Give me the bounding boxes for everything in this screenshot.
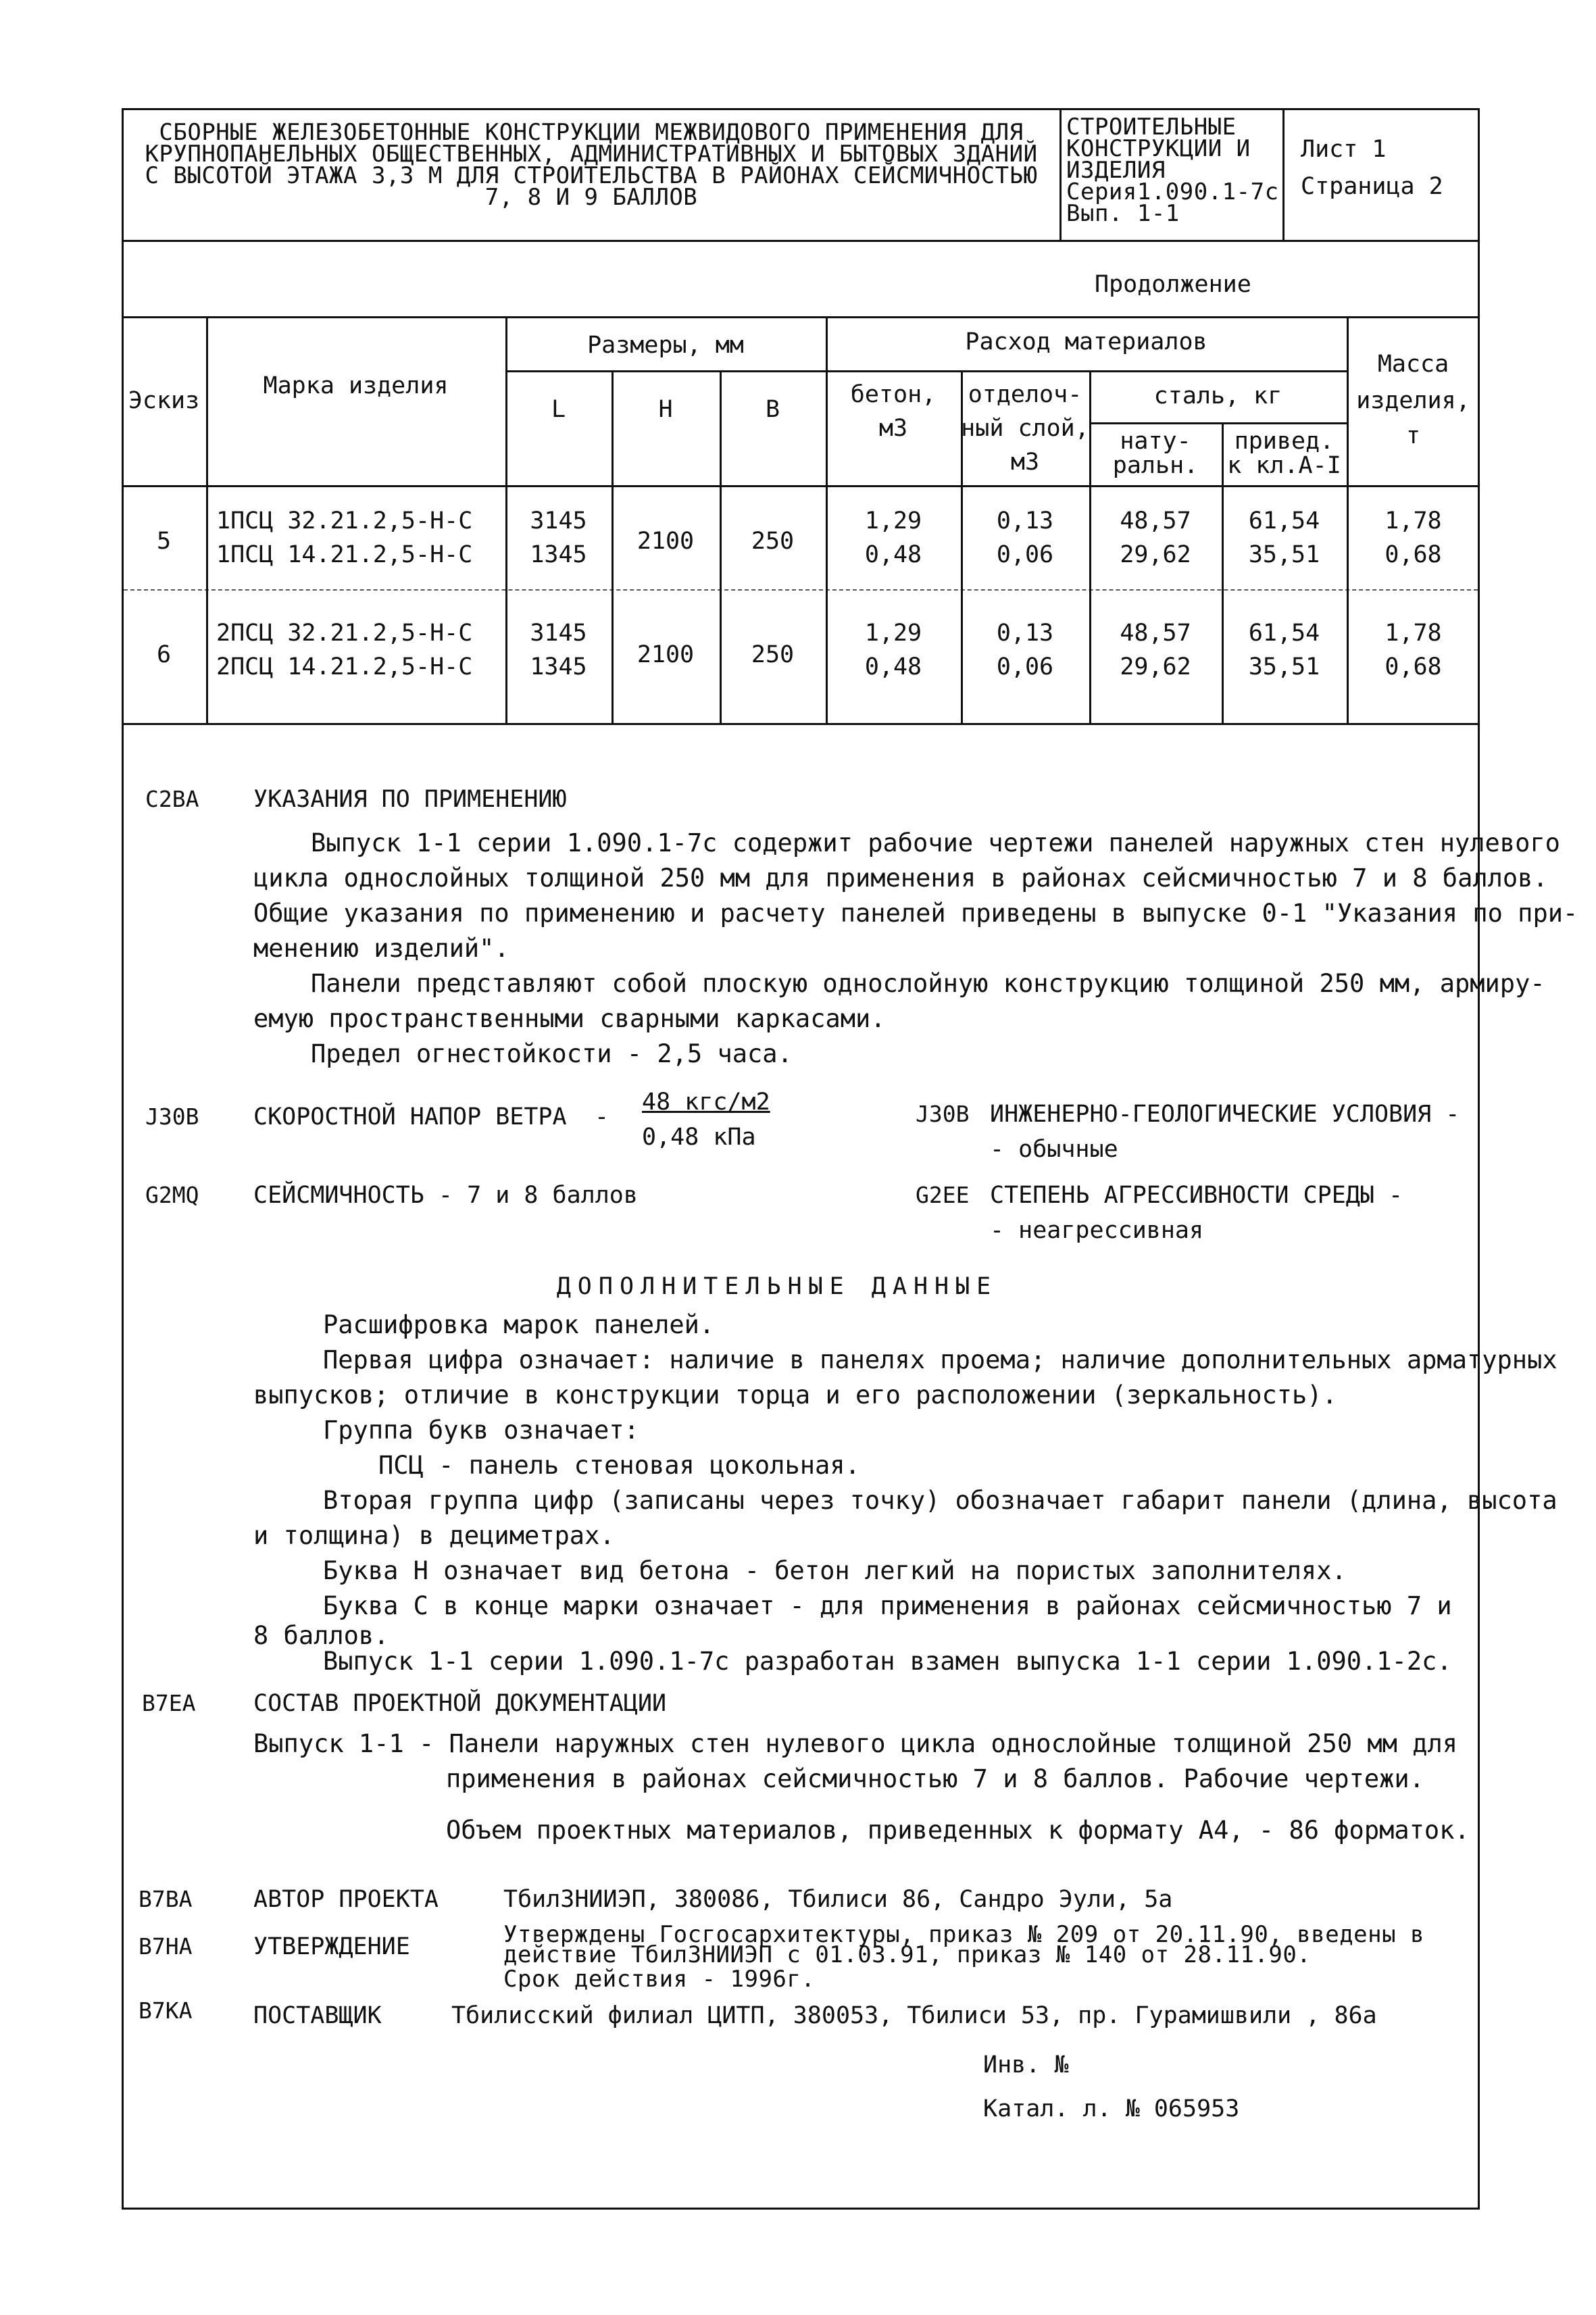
additional-line-7: и толщина) в дециметрах. — [253, 1521, 615, 1550]
additional-line-2: Первая цифра означает: наличие в панелях проема; наличие дополнительных арматурных — [323, 1345, 1557, 1374]
row-concrete: 0,48 — [864, 541, 922, 568]
table-header-mass-1: Масса — [1377, 351, 1449, 378]
geology-value: - обычные — [990, 1136, 1118, 1163]
composition-issue: Выпуск 1-1 — [253, 1729, 404, 1758]
row-L: 3145 — [530, 620, 587, 647]
row-H: 2100 — [637, 641, 695, 668]
composition-code: B7EA — [142, 1690, 196, 1716]
approval-line-2: действие ТбилЗНИИЭП с 01.03.91, приказ № 140 от 28.11.90. — [503, 1941, 1312, 1968]
composition-volume: Объем проектных материалов, приведенных к формату А4, - 86 форматок. — [446, 1816, 1470, 1845]
header-divider-1 — [1059, 108, 1062, 240]
row-mass: 0,68 — [1385, 653, 1442, 680]
table-header-materials: Расход материалов — [965, 328, 1207, 355]
geology-label: ИНЖЕНЕРНО-ГЕОЛОГИЧЕСКИЕ УСЛОВИЯ - — [990, 1101, 1460, 1128]
series-line-2: КОНСТРУКЦИИ И — [1066, 135, 1251, 162]
table-header-mass-2: изделия, — [1356, 387, 1470, 414]
additional-line-3: выпусков; отличие в конструкции торца и его расположении (зеркальность). — [253, 1380, 1337, 1410]
table-header-H: H — [658, 396, 673, 423]
table-header-mark: Марка изделия — [263, 372, 449, 399]
header-title-line-4: 7, 8 И 9 БАЛЛОВ — [484, 184, 698, 211]
table-header-reduced-1: привед. — [1234, 428, 1335, 455]
wind-value-kgs: 48 кгс/м2 — [642, 1089, 770, 1116]
additional-line-1: Расшифровка марок панелей. — [323, 1310, 715, 1339]
table-header-natural-2: ральн. — [1112, 452, 1199, 479]
table-subheader-rule — [505, 370, 1347, 372]
wind-label: СКОРОСТНОЙ НАПОР ВЕТРА — [253, 1103, 567, 1130]
header-title-line-3: С ВЫСОТОЙ ЭТАЖА 3,3 М ДЛЯ СТРОИТЕЛЬСТВА В РАЙОНАХ СЕЙСМИЧНОСТЬЮ — [145, 162, 1038, 189]
row-concrete: 1,29 — [864, 620, 922, 647]
composition-title: СОСТАВ ПРОЕКТНОЙ ДОКУМЕНТАЦИИ — [253, 1690, 667, 1717]
additional-line-4: Группа букв означает: — [323, 1416, 639, 1445]
row-finish: 0,06 — [996, 541, 1054, 568]
row-reduced: 61,54 — [1248, 620, 1320, 647]
application-line-6: емую пространственными сварными каркасами. — [253, 1004, 886, 1033]
table-header-finish-2: ный слой, — [961, 415, 1089, 442]
catalog-number: Катал. л. № 065953 — [983, 2095, 1240, 2122]
header-bottom-rule — [122, 240, 1480, 242]
table-header-finish-1: отделоч- — [968, 381, 1082, 408]
row-mark: 2ПСЦ 32.21.2,5-Н-С — [216, 620, 473, 647]
author-code: B7BA — [139, 1886, 193, 1912]
row-reduced: 61,54 — [1248, 507, 1320, 534]
aggressive-value: - неагрессивная — [990, 1217, 1204, 1244]
wind-value-kpa: 0,48 кПа — [642, 1124, 756, 1151]
author-value: ТбилЗНИИЭП, 380086, Тбилиси 86, Сандро Эули, 5а — [503, 1886, 1173, 1913]
row-L: 1345 — [530, 653, 587, 680]
row-B: 250 — [751, 641, 795, 668]
header-divider-2 — [1282, 108, 1285, 240]
row-mark: 1ПСЦ 32.21.2,5-Н-С — [216, 507, 473, 534]
row-finish: 0,13 — [996, 507, 1054, 534]
seismic-code: G2MQ — [145, 1182, 199, 1208]
continuation-label: Продолжение — [1095, 271, 1251, 298]
additional-line-6: Вторая группа цифр (записаны через точку) обозначает габарит панели (длина, высота — [323, 1486, 1557, 1515]
row-finish: 0,06 — [996, 653, 1054, 680]
row-concrete: 0,48 — [864, 653, 922, 680]
row-natural: 48,57 — [1120, 620, 1191, 647]
wind-code: J30B — [145, 1103, 199, 1130]
additional-line-8: Буква Н означает вид бетона - бетон легкий на пористых заполнителях. — [323, 1556, 1347, 1585]
row-natural: 48,57 — [1120, 507, 1191, 534]
table-bottom-rule — [122, 723, 1480, 725]
row-natural: 29,62 — [1120, 541, 1191, 568]
page-number: Страница 2 — [1301, 173, 1443, 200]
supplier-value: Тбилисский филиал ЦИТП, 380053, Тбилиси 53, пр. Гурамишвили , 86а — [451, 2002, 1377, 2029]
application-code: C2BA — [145, 786, 199, 812]
row-mark: 2ПСЦ 14.21.2,5-Н-С — [216, 653, 473, 680]
row-eskiz: 6 — [156, 641, 172, 668]
application-line-7: Предел огнестойкости - 2,5 часа. — [311, 1039, 793, 1068]
additional-line-11: Выпуск 1-1 серии 1.090.1-7с разработан взамен выпуска 1-1 серии 1.090.1-2с. — [323, 1647, 1452, 1676]
row-concrete: 1,29 — [864, 507, 922, 534]
geology-code: J30B — [916, 1101, 970, 1127]
application-line-5: Панели представляют собой плоскую однослойную конструкцию толщиной 250 мм, армиру- — [311, 969, 1545, 998]
series-line-3: ИЗДЕЛИЯ — [1066, 157, 1166, 184]
approval-line-1: Утверждены Госгосархитектуры, приказ № 209 от 20.11.90, введены в — [503, 1921, 1425, 1948]
table-header-finish-3: м3 — [1010, 449, 1040, 476]
table-header-natural-1: нату- — [1120, 428, 1191, 455]
additional-line-9: Буква С в конце марки означает - для применения в районах сейсмичностью 7 и — [323, 1591, 1452, 1620]
approval-code: B7HA — [139, 1933, 193, 1960]
table-header-sizes: Размеры, мм — [587, 332, 744, 359]
aggressive-code: G2EE — [916, 1182, 970, 1208]
table-header-mass-3: т — [1405, 422, 1421, 449]
table-header-bottom-rule — [122, 485, 1480, 487]
series-line-4: Серия1.090.1-7с — [1066, 178, 1279, 205]
table-top-rule — [122, 316, 1480, 318]
table-header-concrete-2: м3 — [878, 415, 908, 442]
supplier-code: B7KA — [139, 1997, 193, 2024]
application-line-4: менению изделий". — [253, 934, 509, 963]
aggressive-label: СТЕПЕНЬ АГРЕССИВНОСТИ СРЕДЫ - — [990, 1182, 1403, 1209]
row-mark: 1ПСЦ 14.21.2,5-Н-С — [216, 541, 473, 568]
steel-subheader-rule — [1089, 422, 1347, 424]
application-line-2: цикла однослойных толщиной 250 мм для применения в районах сейсмичностью 7 и 8 баллов. — [253, 864, 1548, 893]
author-label: АВТОР ПРОЕКТА — [253, 1886, 439, 1913]
row-B: 250 — [751, 528, 795, 555]
additional-line-10: 8 баллов. — [253, 1621, 389, 1650]
additional-line-5: ПСЦ - панель стеновая цокольная. — [378, 1451, 860, 1480]
composition-desc-2: применения в районах сейсмичностью 7 и 8 баллов. Рабочие чертежи. — [446, 1764, 1424, 1793]
row-reduced: 35,51 — [1248, 653, 1320, 680]
composition-desc-1: - Панели наружных стен нулевого цикла однослойные толщиной 250 мм для — [419, 1729, 1458, 1758]
row-separator-dashed — [124, 589, 1478, 591]
row-reduced: 35,51 — [1248, 541, 1320, 568]
row-mass: 1,78 — [1385, 620, 1442, 647]
application-line-3: Общие указания по применению и расчету панелей приведены в выпуске 0-1 "Указания по при- — [253, 899, 1578, 928]
table-header-L: L — [551, 396, 566, 423]
row-mass: 0,68 — [1385, 541, 1442, 568]
row-mass: 1,78 — [1385, 507, 1442, 534]
series-line-1: СТРОИТЕЛЬНЫЕ — [1066, 114, 1237, 141]
sheet-number: Лист 1 — [1301, 136, 1387, 163]
approval-label: УТВЕРЖДЕНИЕ — [253, 1933, 410, 1960]
approval-line-3: Срок действия - 1996г. — [503, 1966, 816, 1993]
table-header-eskiz: Эскиз — [128, 387, 200, 414]
series-line-5: Вып. 1-1 — [1066, 200, 1180, 227]
additional-title: ДОПОЛНИТЕЛЬНЫЕ ДАННЫЕ — [556, 1273, 998, 1300]
application-title: УКАЗАНИЯ ПО ПРИМЕНЕНИЮ — [253, 786, 567, 813]
wind-dash: - — [595, 1103, 609, 1130]
row-finish: 0,13 — [996, 620, 1054, 647]
row-eskiz: 5 — [156, 528, 172, 555]
row-L: 3145 — [530, 507, 587, 534]
table-header-steel: сталь, кг — [1153, 382, 1282, 409]
seismic-text: СЕЙСМИЧНОСТЬ - 7 и 8 баллов — [253, 1182, 638, 1209]
table-header-concrete-1: бетон, — [850, 381, 937, 408]
row-H: 2100 — [637, 528, 695, 555]
supplier-label: ПОСТАВЩИК — [253, 2002, 382, 2029]
row-L: 1345 — [530, 541, 587, 568]
table-header-B: B — [765, 396, 780, 423]
application-line-1: Выпуск 1-1 серии 1.090.1-7с содержит рабочие чертежи панелей наружных стен нулевого — [311, 828, 1560, 857]
header-title-line-1: СБОРНЫЕ ЖЕЛЕЗОБЕТОННЫЕ КОНСТРУКЦИИ МЕЖВИДОВОГО ПРИМЕНЕНИЯ ДЛЯ — [159, 119, 1024, 146]
table-header-reduced-2: к кл.А-I — [1227, 452, 1341, 479]
inventory-number: Инв. № — [983, 2051, 1069, 2078]
row-natural: 29,62 — [1120, 653, 1191, 680]
header-title-line-2: КРУПНОПАНЕЛЬНЫХ ОБЩЕСТВЕННЫХ, АДМИНИСТРАТИВНЫХ И БЫТОВЫХ ЗДАНИЙ — [145, 141, 1038, 168]
